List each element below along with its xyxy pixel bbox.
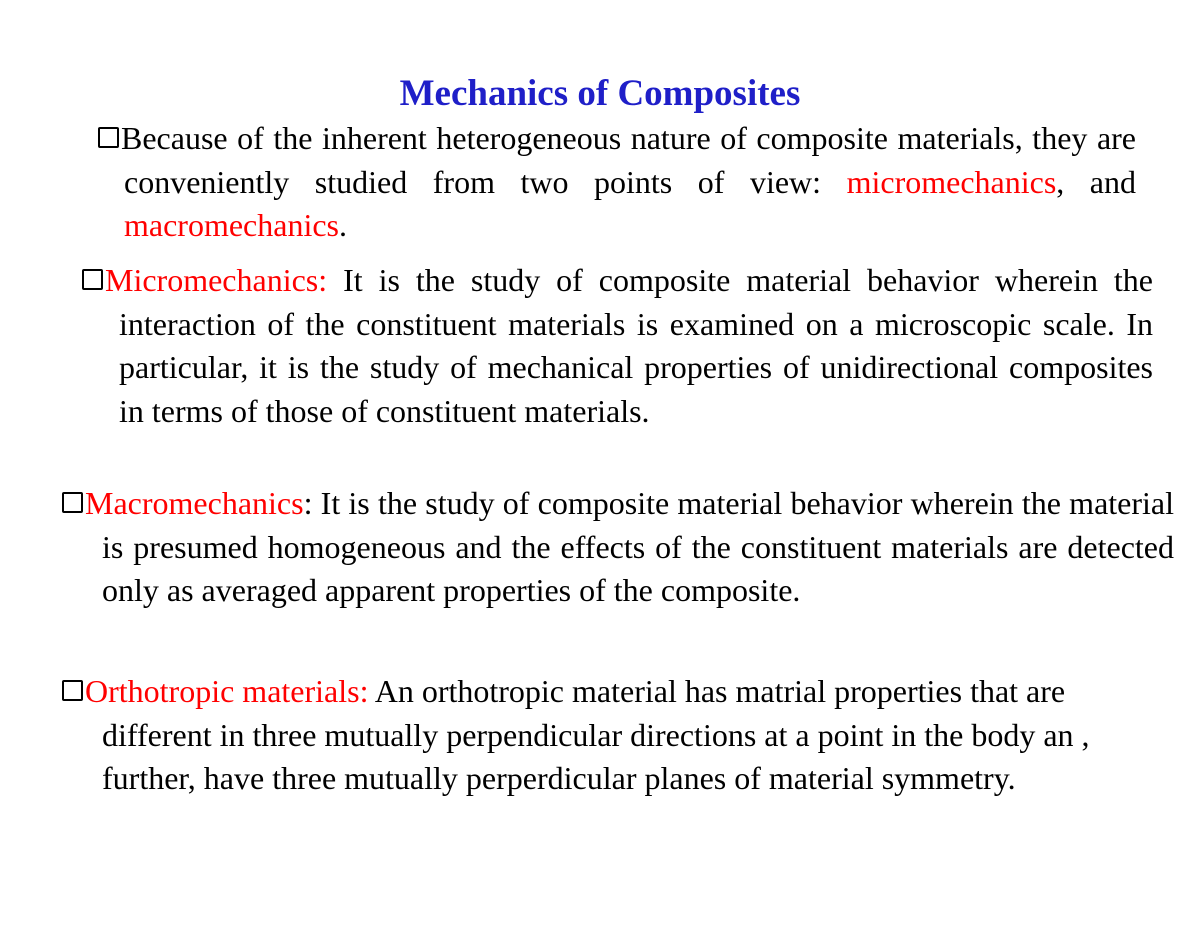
checkbox-square-icon (62, 492, 83, 513)
page-title: Mechanics of Composites (399, 73, 801, 114)
term-micromechanics: micromechanics (846, 163, 1057, 200)
paragraph-orthotropic (62, 670, 1152, 801)
paragraph-composite-views (98, 117, 1136, 248)
term-macromechanics: macromechanics (124, 207, 339, 243)
checkbox-square-icon (62, 680, 83, 701)
paragraph-macromechanics (62, 482, 1174, 613)
term-macromechanics-heading: Macromechanics (85, 485, 304, 521)
paragraph-text: : It is the study of composite material behavior wherein the material is presumed homogeneous and the effects of the constituent materials are detected only as averaged apparent properties of the composite. (102, 485, 1174, 608)
term-orthotropic-heading: Orthotropic materials: (85, 673, 369, 709)
term-micromechanics-heading: Micromechanics: (105, 262, 328, 298)
paragraph-micromechanics (82, 259, 1153, 433)
paragraph-text: , and (1056, 163, 1137, 200)
paragraph-text: It is the study of composite material behavior wherein the interaction of the constituent materials is examined on a microscopic scale. In particular, it is the study of mechanical properties of unidirectional composites in terms of those of constituent materials. (119, 262, 1153, 429)
paragraph-text: . (339, 207, 347, 243)
paragraph-text: Because of the inherent heterogeneous nature of composite materials, they are conveniently studied from two points of view: (121, 120, 1136, 200)
checkbox-square-icon (98, 127, 119, 148)
paragraph-text: An orthotropic material has matrial properties that are different in three mutually perpendicular directions at a point in the body an , further, have three mutually perperdicular planes of material symmetry. (102, 673, 1090, 796)
checkbox-square-icon (82, 269, 103, 290)
